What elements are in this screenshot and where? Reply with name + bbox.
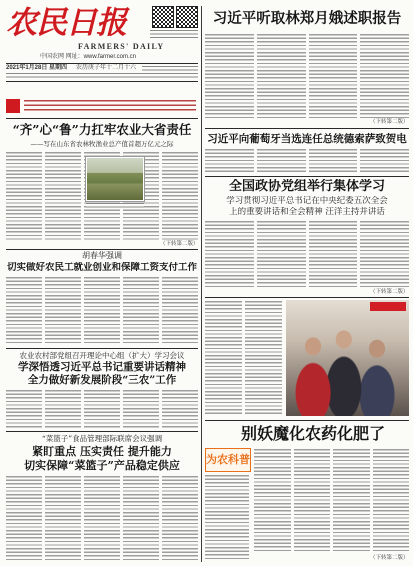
- section-rule: [205, 297, 409, 298]
- text-column: [6, 476, 42, 560]
- column-tag: 为农科普: [205, 448, 251, 472]
- top-story-headline: 习近平听取林郑月娥述职报告: [212, 10, 402, 27]
- text-column: [123, 476, 159, 560]
- text-column: [245, 301, 282, 415]
- text-column: [360, 34, 409, 118]
- text-column: [162, 390, 198, 428]
- text-column: [360, 149, 409, 172]
- qr-caption-text: [150, 30, 198, 39]
- text-column: [45, 277, 81, 344]
- continued-note: （下转第二版）: [160, 241, 199, 247]
- story-body: [6, 390, 198, 428]
- story-kicker: 农业农村部党组召开理论中心组（扩大）学习会议: [19, 351, 185, 360]
- text-column: [162, 476, 198, 560]
- section-rule: [205, 176, 409, 177]
- story-headline: 全国政协党组举行集体学习: [228, 179, 385, 194]
- issue-date: 2021年1月28日 星期四: [6, 65, 68, 71]
- story-body: [6, 476, 198, 560]
- text-column: [257, 221, 306, 288]
- feature-headline: 别妖魔化农药化肥了: [240, 424, 385, 443]
- section-rule: [205, 420, 409, 421]
- text-column: [309, 149, 358, 172]
- text-column: [84, 277, 120, 344]
- masthead-english-title: FARMERS' DAILY: [78, 42, 165, 51]
- qr-code: [176, 6, 198, 28]
- text-column: [294, 449, 331, 553]
- text-column: [123, 390, 159, 428]
- text-column: [254, 449, 291, 553]
- text-column: [309, 34, 358, 118]
- text-column: [84, 476, 120, 560]
- story-subheadline-line: 上的重要讲话和全会精神 汪洋主持并讲话: [229, 207, 385, 217]
- text-column: [309, 221, 358, 288]
- field-photo: [86, 157, 144, 201]
- continued-note: （下转第二版）: [370, 119, 409, 125]
- text-column: [45, 152, 81, 240]
- photo-tag: [370, 302, 406, 311]
- text-column: [6, 390, 42, 428]
- text-column: [123, 277, 159, 344]
- story-body: [205, 149, 409, 172]
- story-body: [6, 277, 198, 344]
- photo-caption-text: [86, 203, 144, 208]
- villagers-photo: [286, 300, 409, 416]
- qr-code: [152, 6, 174, 28]
- lead-story-subheadline: ——写在山东省农林牧渔业总产值首超万亿元之际: [30, 140, 174, 148]
- text-column: [205, 34, 254, 118]
- text-column: [6, 277, 42, 344]
- story-headline-line: 紧盯重点 压实责任 提升能力: [32, 445, 172, 458]
- continued-note: （下转第二版）: [370, 555, 409, 561]
- section-rule: [205, 128, 409, 129]
- story-body: [205, 221, 409, 288]
- story-headline-line: 全力做好新发展阶段“三农”工作: [27, 374, 177, 386]
- section-rule: [6, 118, 198, 119]
- column-banner-text: [24, 100, 196, 113]
- text-column: [84, 390, 120, 428]
- story-headline: 切实做好农民工就业创业和保障工资支付工作: [6, 262, 197, 273]
- section-rule: [6, 249, 198, 250]
- text-column: [162, 277, 198, 344]
- issue-info-text: [142, 66, 198, 71]
- story-kicker: 胡春华强调: [82, 251, 122, 260]
- masthead-logo: 农民日报: [6, 5, 126, 41]
- text-column: [257, 149, 306, 172]
- text-column: [373, 449, 410, 553]
- text-column: [45, 476, 81, 560]
- continued-note: （下转第二版）: [370, 289, 409, 295]
- text-column: [205, 221, 254, 288]
- publication-info-text: [6, 73, 198, 78]
- story-kicker: “菜篮子”食品管理部际联席会议强调: [41, 434, 163, 443]
- top-story-body: [205, 34, 409, 118]
- story-headline-line: 学深悟透习近平总书记重要讲话精神: [18, 361, 186, 373]
- masthead-rule: [6, 81, 198, 82]
- text-column: [205, 475, 249, 559]
- text-column: [205, 149, 254, 172]
- text-column: [333, 449, 370, 553]
- photo-side-text: [205, 301, 282, 415]
- text-column: [162, 152, 198, 240]
- section-rule: [6, 348, 198, 349]
- text-column: [205, 301, 242, 415]
- section-rule: [6, 431, 198, 432]
- story-subheadline-line: 学习贯彻习近平总书记在中央纪委五次全会: [226, 196, 388, 206]
- masthead-rule: [6, 63, 198, 64]
- column-banner-icon: [6, 99, 20, 113]
- lead-story-headline: “齐”心“鲁”力扛牢农业大省责任: [12, 122, 192, 137]
- feature-side-text: [205, 475, 249, 559]
- lunar-date: 农历庚子年十二月十六: [76, 65, 137, 71]
- text-column: [45, 390, 81, 428]
- story-headline-line: 切实保障“菜篮子”产品稳定供应: [24, 459, 180, 472]
- text-column: [6, 152, 42, 240]
- text-column: [257, 34, 306, 118]
- feature-body: [254, 449, 409, 553]
- masthead-website: 中国农网 网址：www.farmer.com.cn: [40, 54, 137, 60]
- story-headline: 习近平向葡萄牙当选连任总统德索萨致贺电: [207, 133, 407, 145]
- column-divider: [201, 6, 202, 562]
- text-column: [360, 221, 409, 288]
